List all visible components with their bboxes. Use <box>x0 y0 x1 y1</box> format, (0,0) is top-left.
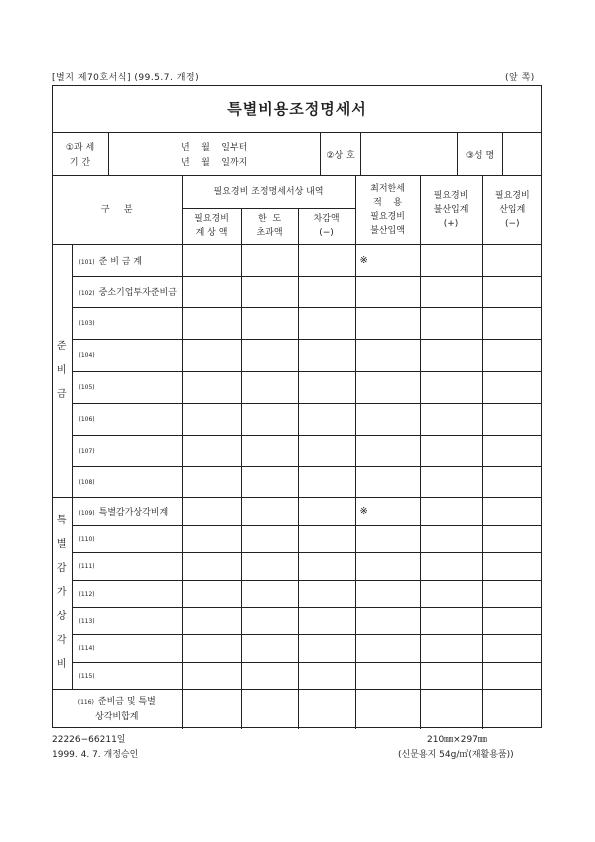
amount-cell[interactable] <box>241 466 298 497</box>
row-label-text: 특별감가상각비계 <box>98 507 169 518</box>
min-tax-cell[interactable] <box>355 525 420 552</box>
amount-cell[interactable] <box>298 435 355 466</box>
table-row <box>52 403 542 435</box>
row-label <box>72 662 182 689</box>
paper-size: 210㎜×297㎜ <box>427 735 487 745</box>
amount-cell[interactable] <box>482 371 542 403</box>
amount-cell[interactable] <box>182 607 241 634</box>
reserve-group-char: 금 <box>56 388 67 400</box>
schedule-group-header: 필요경비 조정명세서상 내역 <box>182 176 355 208</box>
amount-cell[interactable] <box>298 339 355 371</box>
table-row <box>52 435 542 466</box>
table-row <box>52 580 542 607</box>
min-tax-cell[interactable] <box>355 339 420 371</box>
amount-cell[interactable] <box>298 403 355 435</box>
amount-cell[interactable] <box>241 580 298 607</box>
amount-cell[interactable] <box>355 689 420 729</box>
row-number: (105) <box>78 384 95 391</box>
amount-cell[interactable] <box>482 276 542 307</box>
min-tax-cell[interactable] <box>355 403 420 435</box>
row-label <box>72 552 182 580</box>
amount-cell[interactable] <box>298 307 355 339</box>
amount-cell[interactable] <box>298 634 355 662</box>
amount-cell[interactable] <box>182 244 241 276</box>
row-label <box>72 497 182 525</box>
tax-period-label-line1: ①과 세 <box>65 143 95 153</box>
row-label <box>72 276 182 307</box>
limit-excess-header <box>241 208 298 244</box>
total-label-line2: 상각비합계 <box>95 711 139 722</box>
name-field[interactable] <box>502 133 542 176</box>
row-label <box>72 244 182 276</box>
amount-cell[interactable] <box>420 276 482 307</box>
row-label <box>72 339 182 371</box>
deduction-header <box>298 208 355 244</box>
row-number: (103) <box>78 320 95 327</box>
amount-cell[interactable] <box>241 307 298 339</box>
min-tax-cell[interactable] <box>355 466 420 497</box>
amount-cell[interactable] <box>482 435 542 466</box>
min-tax-header-line4: 불산입액 <box>370 225 405 236</box>
row-number: (109) <box>78 509 95 517</box>
amount-cell[interactable] <box>241 634 298 662</box>
amount-cell[interactable] <box>420 435 482 466</box>
amount-cell[interactable] <box>482 403 542 435</box>
amount-cell[interactable] <box>182 307 241 339</box>
row-number: (108) <box>78 478 95 486</box>
min-tax-cell[interactable] <box>355 371 420 403</box>
amount-cell[interactable] <box>241 552 298 580</box>
row-label-text: 준 비 금 계 <box>98 256 142 267</box>
min-tax-cell[interactable]: ※ <box>355 244 420 276</box>
reserve-group-char: 준 <box>56 340 67 352</box>
depreciation-group-char: 비 <box>56 659 67 670</box>
amount-cell[interactable] <box>420 689 482 729</box>
amount-cell[interactable] <box>241 435 298 466</box>
amount-cell[interactable] <box>420 307 482 339</box>
amount-cell[interactable] <box>482 634 542 662</box>
row-number: (111) <box>78 563 95 570</box>
amount-cell[interactable] <box>482 466 542 497</box>
amount-cell[interactable] <box>182 371 241 403</box>
amount-cell[interactable] <box>182 580 241 607</box>
amount-cell[interactable] <box>182 525 241 552</box>
amount-cell[interactable] <box>420 244 482 276</box>
amount-cell[interactable] <box>298 552 355 580</box>
amount-cell[interactable] <box>182 662 241 689</box>
row-number: (102) <box>78 290 95 297</box>
min-tax-header-line1: 최저한세 <box>370 183 405 194</box>
deductible-header <box>482 176 542 244</box>
nondeductible-header <box>420 176 482 244</box>
row-number: (110) <box>78 535 95 543</box>
min-tax-cell[interactable] <box>355 634 420 662</box>
min-tax-cell[interactable] <box>355 662 420 689</box>
table-row <box>52 371 542 403</box>
amount-cell[interactable] <box>182 552 241 580</box>
expense-recorded-line2: 계 상 액 <box>195 228 228 238</box>
amount-cell[interactable] <box>298 497 355 525</box>
amount-cell[interactable] <box>298 607 355 634</box>
table-row <box>52 607 542 634</box>
min-tax-cell[interactable]: ※ <box>355 497 420 525</box>
gubun-header: 구 분 <box>52 176 182 244</box>
paper-spec: (신문용지 54g/㎡(재활용품)) <box>398 750 514 760</box>
table-row <box>52 525 542 552</box>
amount-cell[interactable] <box>420 634 482 662</box>
company-label: ②상 호 <box>320 133 360 176</box>
depreciation-group-label <box>52 497 72 689</box>
amount-cell[interactable] <box>298 525 355 552</box>
row-number: (114) <box>78 645 95 652</box>
amount-cell[interactable] <box>298 689 355 729</box>
depreciation-group-char: 별 <box>56 539 67 550</box>
amount-cell[interactable] <box>298 371 355 403</box>
amount-cell[interactable] <box>420 371 482 403</box>
amount-cell[interactable] <box>241 403 298 435</box>
amount-cell[interactable] <box>420 466 482 497</box>
amount-cell[interactable] <box>241 689 298 729</box>
amount-cell[interactable] <box>482 689 542 729</box>
table-row <box>52 552 542 580</box>
depreciation-group-char: 상 <box>56 611 67 622</box>
row-label <box>72 435 182 466</box>
amount-cell[interactable] <box>298 662 355 689</box>
table-row <box>52 276 542 307</box>
amount-cell[interactable] <box>482 339 542 371</box>
amount-cell[interactable] <box>182 276 241 307</box>
row-label <box>72 580 182 607</box>
table-row <box>52 244 542 276</box>
row-number: (116) <box>77 698 94 706</box>
row-label-text: 중소기업투자준비금 <box>98 288 177 298</box>
row-number: (107) <box>78 447 95 455</box>
amount-cell[interactable] <box>420 497 482 525</box>
amount-cell[interactable] <box>298 580 355 607</box>
approval-date: 1999. 4. 7. 개정승인 <box>52 750 139 760</box>
page-side-label: (앞 쪽) <box>505 73 535 83</box>
amount-cell[interactable] <box>241 662 298 689</box>
amount-cell[interactable] <box>241 244 298 276</box>
amount-cell[interactable] <box>298 276 355 307</box>
amount-cell[interactable] <box>420 607 482 634</box>
amount-cell[interactable] <box>298 244 355 276</box>
company-field[interactable] <box>360 133 457 176</box>
amount-cell[interactable] <box>241 276 298 307</box>
row-number: (106) <box>78 416 95 423</box>
amount-cell[interactable] <box>482 662 542 689</box>
row-label <box>72 307 182 339</box>
reserve-group-char: 비 <box>56 364 67 376</box>
form-title: 특별비용조정명세서 <box>52 85 542 133</box>
total-label <box>52 689 182 729</box>
amount-cell[interactable] <box>420 552 482 580</box>
min-tax-cell[interactable] <box>355 580 420 607</box>
amount-cell[interactable] <box>241 497 298 525</box>
row-number: (113) <box>78 617 95 625</box>
depreciation-group-char: 감 <box>56 563 67 574</box>
min-tax-cell[interactable] <box>355 276 420 307</box>
total-label-text: 준비금 및 특별 <box>97 696 156 707</box>
amount-cell[interactable] <box>482 307 542 339</box>
amount-cell[interactable] <box>482 552 542 580</box>
amount-cell[interactable] <box>241 525 298 552</box>
min-tax-header <box>355 176 420 244</box>
amount-cell[interactable] <box>182 466 241 497</box>
amount-cell[interactable] <box>182 435 241 466</box>
amount-cell[interactable] <box>420 403 482 435</box>
depreciation-group-char: 특 <box>56 515 67 526</box>
tax-period-label-line2: 기 간 <box>69 158 91 168</box>
min-tax-cell[interactable] <box>355 435 420 466</box>
amount-cell[interactable] <box>182 689 241 729</box>
min-tax-cell[interactable] <box>355 552 420 580</box>
amount-cell[interactable] <box>482 525 542 552</box>
amount-cell[interactable] <box>182 634 241 662</box>
form-code: 22226−66211일 <box>52 735 126 745</box>
period-from: 년 월 일부터 <box>181 143 248 153</box>
deduction-line2: (−) <box>319 228 334 238</box>
amount-cell[interactable] <box>482 244 542 276</box>
nondeductible-header-line1: 필요경비 <box>433 190 469 201</box>
amount-cell[interactable] <box>420 580 482 607</box>
table-row <box>52 339 542 371</box>
info-row <box>52 133 542 176</box>
expense-recorded-line1: 필요경비 <box>194 214 229 224</box>
tax-period-label <box>52 133 108 176</box>
adjustment-table <box>52 176 542 729</box>
reserve-group-label <box>52 244 72 497</box>
row-label <box>72 371 182 403</box>
name-label: ③성 명 <box>457 133 502 176</box>
tax-period-field[interactable] <box>108 133 320 176</box>
min-tax-cell[interactable] <box>355 307 420 339</box>
amount-cell[interactable] <box>298 466 355 497</box>
amount-cell[interactable] <box>482 607 542 634</box>
min-tax-header-line3: 필요경비 <box>370 211 405 222</box>
table-row <box>52 662 542 689</box>
limit-excess-line2: 초과액 <box>256 228 283 238</box>
total-label-line1 <box>52 695 182 710</box>
deduction-line1: 차감액 <box>313 214 340 224</box>
depreciation-group-char: 가 <box>56 587 67 598</box>
amount-cell[interactable] <box>241 371 298 403</box>
deductible-header-line3: (−) <box>504 218 520 229</box>
depreciation-group-char: 각 <box>56 635 67 646</box>
total-row <box>52 689 542 729</box>
row-number: (104) <box>78 352 95 359</box>
row-label <box>72 525 182 552</box>
deductible-header-line1: 필요경비 <box>494 190 530 201</box>
amount-cell[interactable] <box>182 497 241 525</box>
min-tax-header-line2: 적 용 <box>373 197 402 208</box>
amount-cell[interactable] <box>420 339 482 371</box>
table-row <box>52 497 542 525</box>
amount-cell[interactable] <box>482 580 542 607</box>
expense-recorded-header <box>182 208 241 244</box>
min-tax-cell[interactable] <box>355 607 420 634</box>
nondeductible-header-line3: (+) <box>443 218 459 229</box>
row-number: (112) <box>78 590 95 598</box>
row-number: (115) <box>78 672 95 680</box>
row-number: (101) <box>78 258 95 266</box>
row-label <box>72 634 182 662</box>
deductible-header-line2: 산입계 <box>499 204 526 215</box>
amount-cell[interactable] <box>420 662 482 689</box>
amount-cell[interactable] <box>482 497 542 525</box>
table-row <box>52 466 542 497</box>
table-row <box>52 634 542 662</box>
amount-cell[interactable] <box>182 403 241 435</box>
limit-excess-line1: 한 도 <box>257 214 282 224</box>
row-label <box>72 403 182 435</box>
period-to: 년 월 일까지 <box>181 158 248 168</box>
row-label <box>72 466 182 497</box>
amount-cell[interactable] <box>420 525 482 552</box>
amount-cell[interactable] <box>241 607 298 634</box>
amount-cell[interactable] <box>182 339 241 371</box>
amount-cell[interactable] <box>241 339 298 371</box>
row-label <box>72 607 182 634</box>
table-row <box>52 307 542 339</box>
nondeductible-header-line2: 불산입계 <box>433 204 469 215</box>
form-number: [별지 제70호서식] (99.5.7. 개정) <box>52 73 200 83</box>
